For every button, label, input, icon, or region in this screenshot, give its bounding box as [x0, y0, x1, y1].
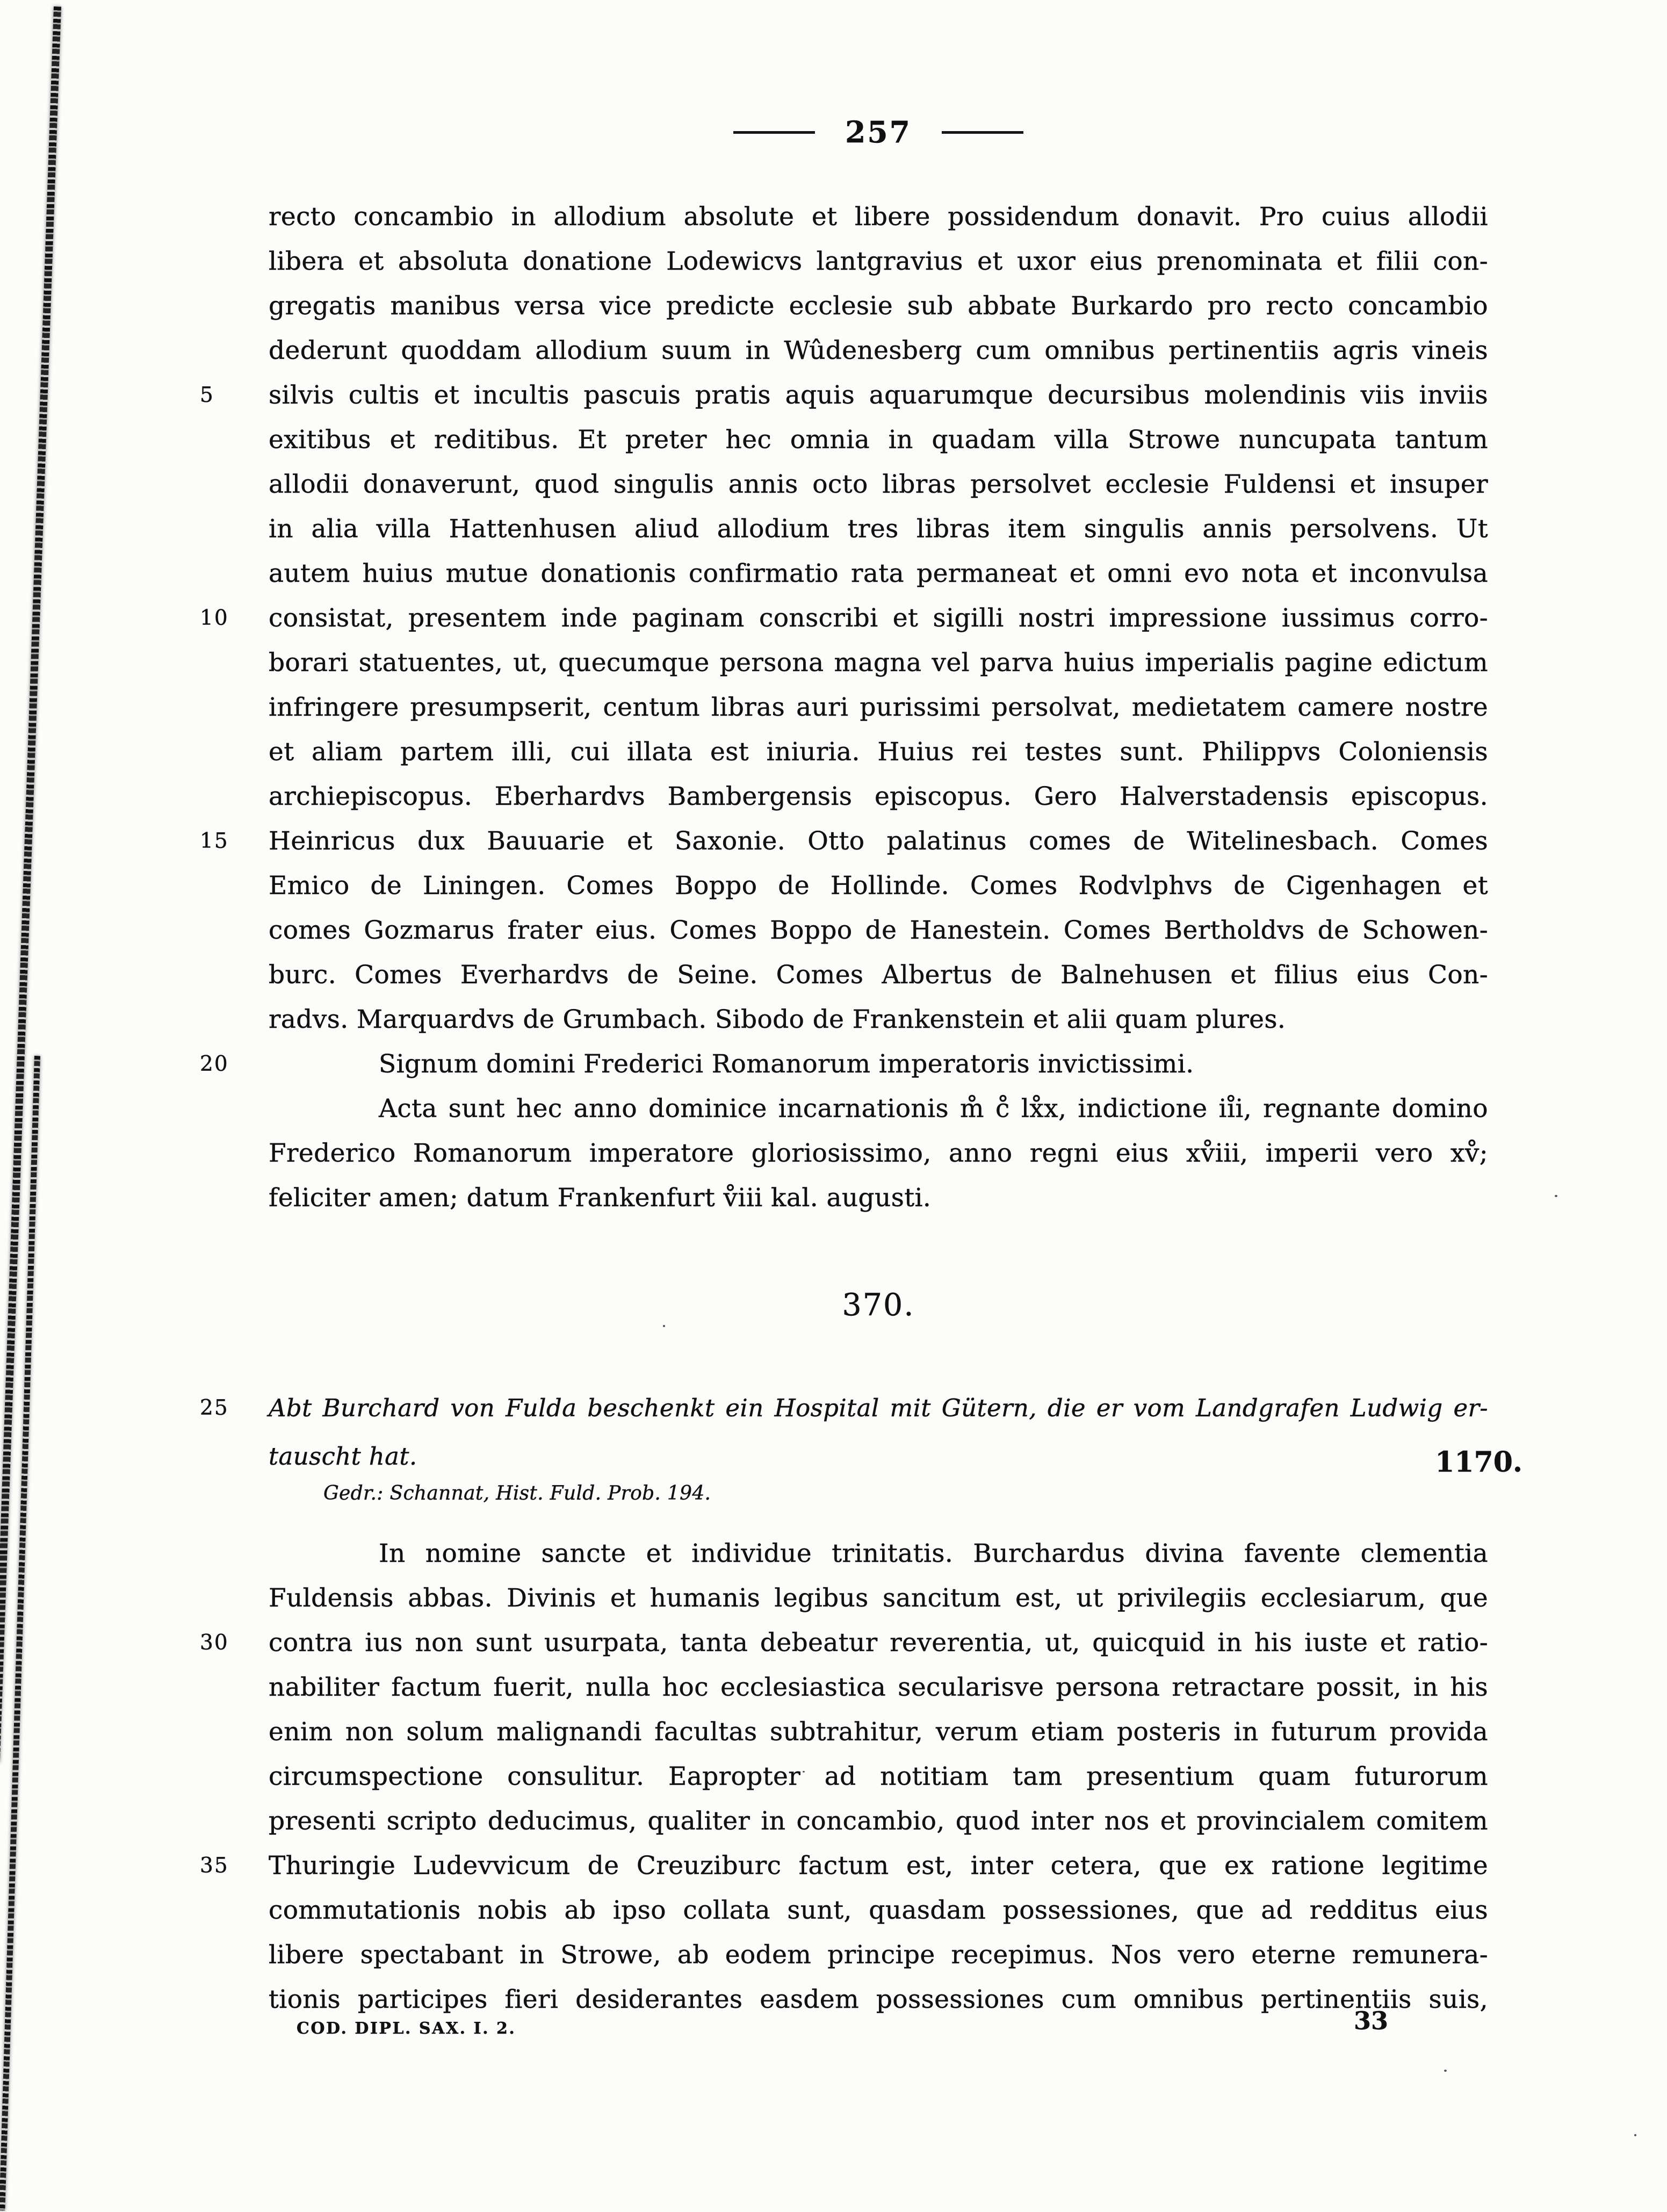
text-line: [269, 1665, 1488, 1710]
text-line: [269, 1576, 1488, 1620]
print-reference: Gedr.: Schannat, Hist. Fuld. Prob. 194.: [323, 1482, 711, 1504]
text-line: [269, 507, 1488, 551]
text-line: [269, 284, 1488, 328]
line-text: autem huius mutue donationis confirmatio rata permaneat et omni evo nota et inconvulsa: [269, 559, 1488, 588]
charter-370-number: 370.: [842, 1287, 915, 1323]
line-text: gregatis manibus versa vice predicte ecclesie sub abbate Burkardo pro recto concambio: [269, 291, 1488, 321]
line-text: recto concambio in allodium absolute et libere possidendum donavit. Pro cuius allodii: [269, 202, 1488, 232]
line-text: tionis participes fieri desiderantes easdem possessiones cum omnibus pertinentiis suis,: [269, 1985, 1488, 2014]
text-line: [269, 1086, 1488, 1131]
text-line: [269, 417, 1488, 462]
binding-shadow-streak: [0, 6, 61, 1762]
text-line: [269, 640, 1488, 685]
text-line: [200, 596, 1488, 640]
line-text: libere spectabant in Strowe, ab eodem principe recepimus. Nos vero eterne remunera-: [269, 1940, 1488, 1970]
line-text: archiepiscopus. Eberhardvs Bambergensis episcopus. Gero Halverstadensis episcopus.: [269, 782, 1488, 811]
page-number: 257: [845, 114, 912, 149]
text-line: [200, 1620, 1488, 1665]
line-text: enim non solum malignandi facultas subtrahitur, verum etiam posteris in futurum provida: [269, 1717, 1488, 1747]
text-line: [269, 239, 1488, 284]
margin-line-number: 15: [200, 829, 229, 853]
text-line: [269, 685, 1488, 730]
line-text: radvs. Marquardvs de Grumbach. Sibodo de Frankenstein et alii quam plures.: [269, 1005, 1286, 1034]
line-text: circumspectione consulitur. Eapropter ad notitiam tam presentium quam futurorum: [269, 1762, 1488, 1791]
ink-speck: [1634, 2134, 1636, 2136]
text-line: [269, 908, 1488, 953]
margin-line-number: 35: [200, 1854, 229, 1878]
line-text: Signum domini Frederici Romanorum imperatoris invictissimi.: [379, 1049, 1194, 1079]
ink-speck: [1555, 1195, 1557, 1197]
line-text: burc. Comes Everhardvs de Seine. Comes Albertus de Balnehusen et filius eius Con-: [269, 960, 1488, 990]
margin-line-number: 5: [200, 383, 214, 407]
line-text: nabiliter factum fuerit, nulla hoc ecclesiastica secularisve persona retractare possit, in his: [269, 1673, 1488, 1702]
text-line: [269, 730, 1488, 774]
line-text: exitibus et reditibus. Et preter hec omnia in quadam villa Strowe nuncupata tantum: [269, 425, 1488, 455]
text-line: [269, 1531, 1488, 1576]
margin-line-number: 10: [200, 606, 229, 630]
line-text: contra ius non sunt usurpata, tanta debeatur reverentia, ut, quicquid in his iuste et ratio-: [269, 1628, 1488, 1658]
text-line: [269, 462, 1488, 507]
line-text: borari statuentes, ut, quecumque persona magna vel parva huius imperialis pagine edictum: [269, 648, 1488, 678]
charter-year: 1170.: [1435, 1446, 1522, 1479]
line-text: commutationis nobis ab ipso collata sunt, quasdam possessiones, que ad redditus eius: [269, 1896, 1488, 1925]
text-line: [200, 819, 1488, 863]
text-line: [269, 774, 1488, 819]
margin-line-number: 25: [200, 1396, 229, 1420]
line-text: in alia villa Hattenhusen aliud allodium tres libras item singulis annis persolvens. Ut: [269, 514, 1488, 544]
regest-line: [269, 1432, 1488, 1481]
text-line: [269, 1933, 1488, 1977]
line-text: comes Gozmarus frater eius. Comes Boppo de Hanestein. Comes Bertholdvs de Schowen-: [269, 916, 1488, 945]
page-header: [269, 110, 1488, 155]
text-line: [269, 997, 1488, 1042]
line-text: infringere presumpserit, centum libras auri purissimi persolvat, medietatem camere nostre: [269, 693, 1488, 722]
line-text: feliciter amen; datum Frankenfurt v̊iii kal. augusti.: [269, 1183, 932, 1213]
margin-line-number: 20: [200, 1052, 229, 1076]
text-line: [269, 194, 1488, 239]
regest-text: tauscht hat.: [269, 1442, 417, 1471]
line-text: presenti scripto deducimus, qualiter in concambio, quod inter nos et provincialem comitem: [269, 1806, 1488, 1836]
text-line: [269, 1977, 1488, 2022]
text-line: [200, 1042, 1488, 1086]
charter-370-text: [200, 1531, 1488, 2022]
sheet-number: 33: [1354, 2006, 1389, 2035]
line-text: dederunt quoddam allodium suum in Wûdenesberg cum omnibus pertinentiis agris vineis: [269, 336, 1488, 365]
line-text: Thuringie Ludevvicum de Creuziburc factum est, inter cetera, que ex ratione legitime: [269, 1851, 1488, 1880]
header-rule-left: [733, 131, 815, 134]
header-rule-right: [942, 131, 1023, 134]
text-line: [269, 1710, 1488, 1754]
text-line: [269, 551, 1488, 596]
text-line: [269, 328, 1488, 373]
line-text: libera et absoluta donatione Lodewicvs lantgravius et uxor eius prenominata et filii con-: [269, 247, 1488, 276]
regest-line: [200, 1384, 1488, 1432]
line-text: et aliam partem illi, cui illata est iniuria. Huius rei testes sunt. Philippvs Coloniensis: [269, 737, 1488, 767]
text-line: [200, 373, 1488, 417]
line-text: allodii donaverunt, quod singulis annis octo libras persolvet ecclesie Fuldensi et insuper: [269, 470, 1488, 499]
line-text: Acta sunt hec anno dominice incarnationis m̊ c̊ lx̊x, indictione ii̊i, regnante domino: [379, 1094, 1488, 1123]
regest-text: Abt Burchard von Fulda beschenkt ein Hospital mit Gütern, die er vom Landgrafen Ludwig er-: [269, 1394, 1488, 1422]
line-text: silvis cultis et incultis pascuis pratis aquis aquarumque decursibus molendinis viis inviis: [269, 380, 1488, 410]
text-line: [269, 1888, 1488, 1933]
text-line: [269, 1754, 1488, 1799]
text-line: [269, 1799, 1488, 1843]
text-line: [269, 863, 1488, 908]
binding-shadow-streak: [0, 1056, 40, 2210]
margin-line-number: 30: [200, 1631, 229, 1655]
line-text: Frederico Romanorum imperatore gloriosissimo, anno regni eius xv̊iii, imperii vero xv̊;: [269, 1139, 1488, 1168]
text-column: [200, 0, 1522, 2212]
line-text: Heinricus dux Bauuarie et Saxonie. Otto palatinus comes de Witelinesbach. Comes: [269, 826, 1488, 856]
volume-signature: COD. DIPL. SAX. I. 2.: [297, 2019, 516, 2038]
text-line: [269, 1176, 1488, 1220]
text-line: [269, 953, 1488, 997]
charter-369-text: [200, 194, 1488, 1220]
line-text: Emico de Liningen. Comes Boppo de Hollinde. Comes Rodvlphvs de Cigenhagen et: [269, 871, 1488, 900]
line-text: Fuldensis abbas. Divinis et humanis legibus sancitum est, ut privilegiis ecclesiarum, que: [269, 1583, 1488, 1613]
text-line: [200, 1843, 1488, 1888]
charter-370-regest: [200, 1384, 1522, 1481]
line-text: In nomine sancte et individue trinitatis. Burchardus divina favente clementia: [379, 1539, 1488, 1568]
line-text: consistat, presentem inde paginam conscribi et sigilli nostri impressione iussimus corro-: [269, 603, 1488, 633]
text-line: [269, 1131, 1488, 1176]
